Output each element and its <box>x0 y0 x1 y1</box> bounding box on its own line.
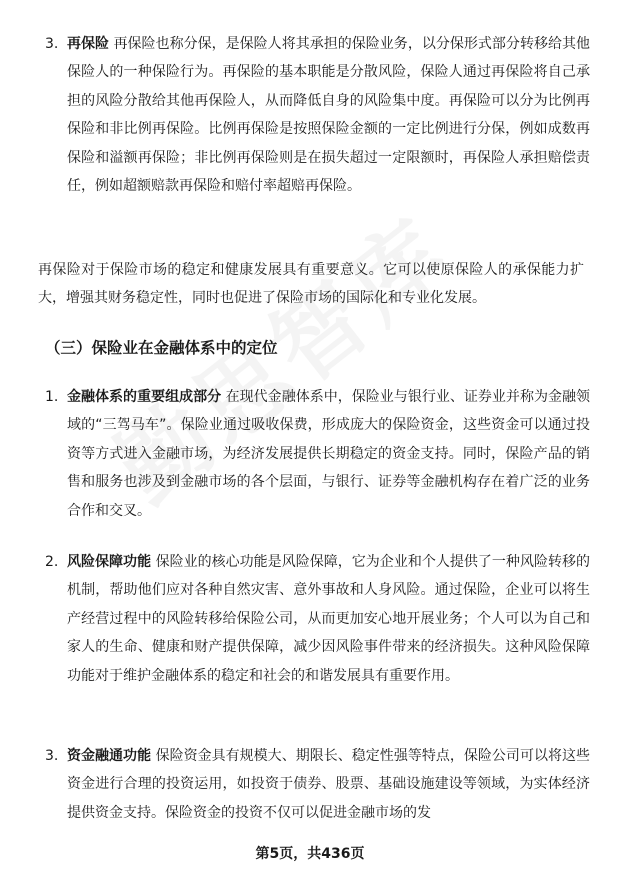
list-item-risk-protection <box>45 548 590 690</box>
summary-paragraph: 再保险对于保险市场的稳定和健康发展具有重要意义。它可以使原保险人的承保能力扩大，增强其财务稳定性，同时也促进了保险市场的国际化和专业化发展。 <box>38 262 584 307</box>
section-heading: （三）保险业在金融体系中的定位 <box>45 339 278 357</box>
list-item-fund-financing <box>45 742 590 827</box>
list-item-text: 在现代金融体系中，保险业与银行业、证券业并称为金融领域的“三驾马车”。保险业通过吸收保费，形成庞大的保险资金，这些资金可以通过投资等方式进入金融市场，为经济发展提供长期稳定的资金支持。同时，保险产品的销售和服务也涉及到金融市场的各个层面，与银行、证券等金融机构存在着广泛的业务合作和交叉。 <box>67 389 591 519</box>
list-item-body <box>67 383 590 525</box>
list-number: 2. <box>45 554 59 570</box>
term-financial-system: 金融体系的重要组成部分 <box>67 389 222 405</box>
term-reinsurance: 再保险 <box>67 36 110 52</box>
list-item-financial-system <box>45 383 590 525</box>
list-item-text: 保险资金具有规模大、期限长、稳定性强等特点，保险公司可以将这些资金进行合理的投资运用，如投资于债券、股票、基础设施建设等领域，为实体经济提供资金支持。保险资金的投资不仅可以促进金融市场的发 <box>67 748 591 821</box>
term-risk-protection: 风险保障功能 <box>67 554 152 570</box>
list-item-body <box>67 548 590 690</box>
list-item-text: 保险业的核心功能是风险保障，它为企业和个人提供了一种风险转移的机制，帮助他们应对各种自然灾害、意外事故和人身风险。通过保险，企业可以将生产经营过程中的风险转移给保险公司，从而更加安心地开展业务；个人可以为自己和家人的生命、健康和财产提供保障，减少因风险事件带来的经济损失。这种风险保障功能对于维护金融体系的稳定和社会的和谐发展具有重要作用。 <box>67 554 591 684</box>
page-number: 第5页，共436页 <box>255 846 365 862</box>
list-number: 3. <box>45 748 59 764</box>
list-item-text: 再保险也称分保，是保险人将其承担的保险业务，以分保形式部分转移给其他保险人的一种保险行为。再保险的基本职能是分散风险，保险人通过再保险将自己承担的风险分散给其他再保险人，从而降低自身的风险集中度。再保险可以分为比例再保险和非比例再保险。比例再保险是按照保险金额的一定比例进行分保，例如成数再保险和溢额再保险；非比例再保险则是在损失超过一定限额时，再保险人承担赔偿责任，例如超额赔款再保险和赔付率超赔再保险。 <box>67 36 591 195</box>
term-fund-financing: 资金融通功能 <box>67 748 152 764</box>
list-item-reinsurance <box>45 30 590 200</box>
list-item-body <box>67 742 590 827</box>
list-number: 3. <box>45 36 59 52</box>
list-number: 1. <box>45 389 59 405</box>
list-item-body <box>67 30 590 200</box>
